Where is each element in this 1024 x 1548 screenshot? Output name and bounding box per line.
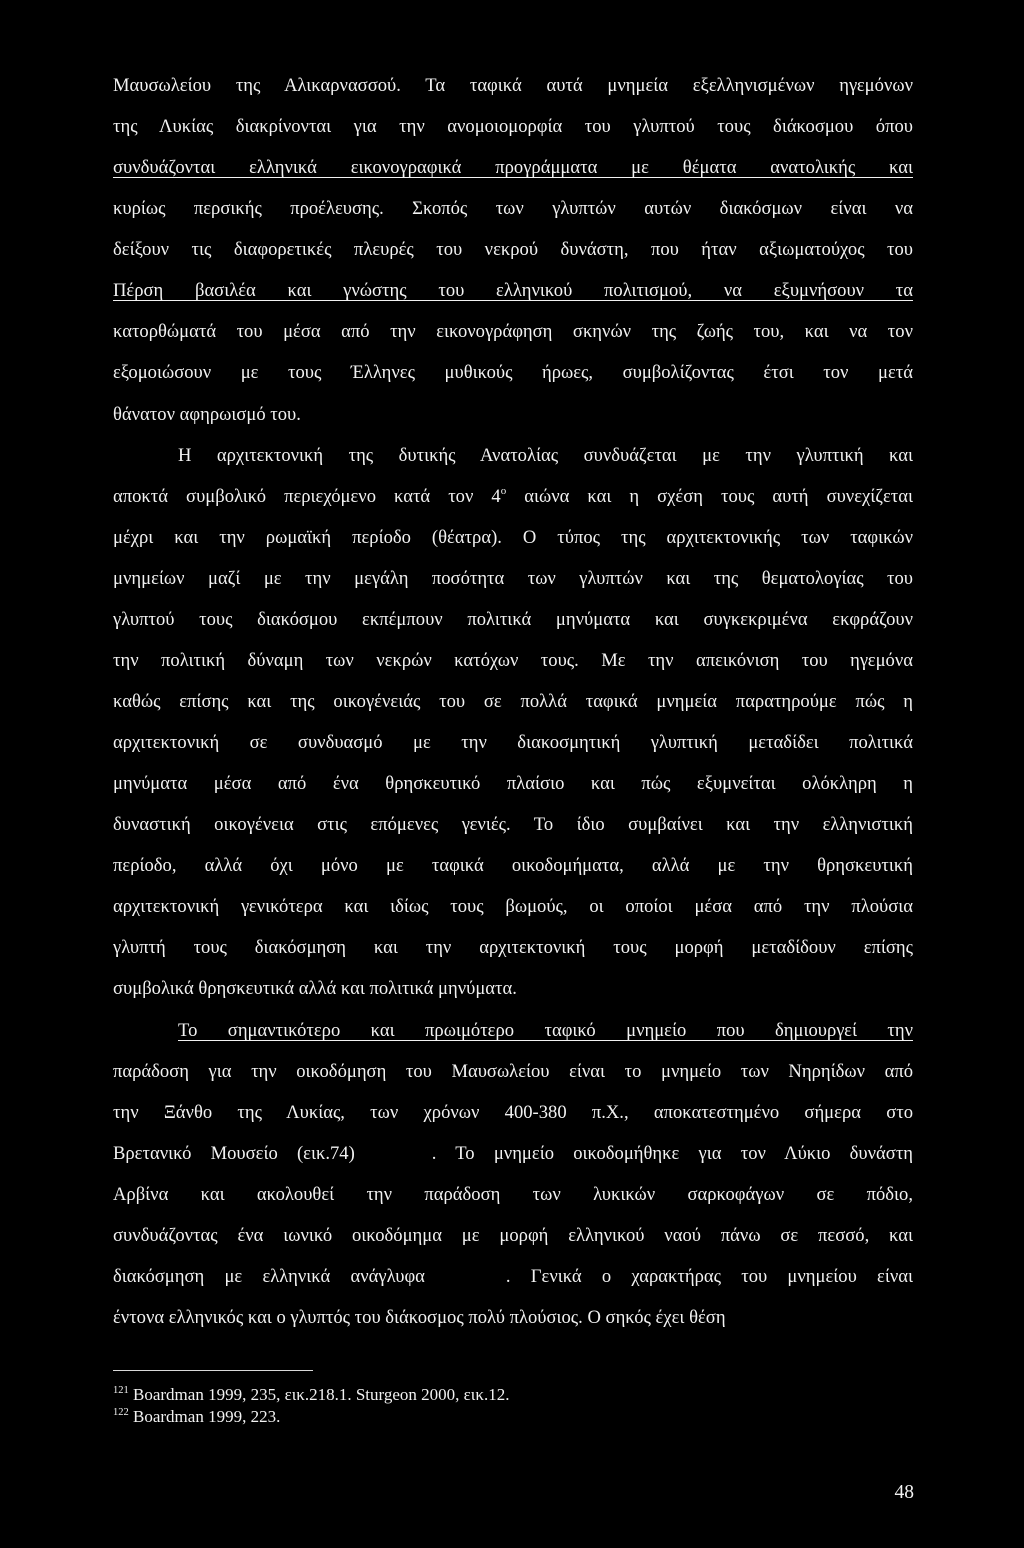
footnote [113, 1406, 813, 1428]
paragraph-line: Το σημαντικότερο και πρωιμότερο ταφικό μνημείο που δημιουργεί την [178, 1020, 913, 1041]
paragraph-line: την Ξάνθο της Λυκίας, των χρόνων 400-380 π.Χ., αποκατεστημένο σήμερα στο [113, 1102, 913, 1123]
paragraph-line: γλυπτή τους διακόσμηση και την αρχιτεκτονική τους μορφή μεταδίδουν επίσης [113, 937, 913, 958]
page-number: 48 [894, 1482, 914, 1503]
paragraph-line: την πολιτική δύναμη των νεκρών κατόχων τους. Με την απεικόνιση του ηγεμόνα [113, 650, 913, 671]
footnote-number: 122 [113, 1407, 129, 1418]
paragraph-line: συμβολικά θρησκευτικά αλλά και πολιτικά μηνύματα. [113, 978, 517, 999]
superscript: ο [500, 485, 507, 497]
paragraph-line: περίοδο, αλλά όχι μόνο με ταφικά οικοδομήματα, αλλά με την θρησκευτική [113, 855, 913, 876]
paragraph-line: γλυπτού τους διακόσμου εκπέμπουν πολιτικά μηνύματα και συγκεκριμένα εκφράζουν [113, 609, 913, 630]
footnote [113, 1384, 813, 1406]
paragraph-line: κατορθώματά του μέσα από την εικονογράφηση σκηνών της ζωής του, και να τον [113, 321, 913, 342]
paragraph-line: μηνύματα μέσα από ένα θρησκευτικό πλαίσιο και πώς εξυμνείται ολόκληρη η [113, 773, 913, 794]
paragraph-line: παράδοση για την οικοδόμηση του Μαυσωλείου είναι το μνημείο των Νηρηίδων από [113, 1061, 913, 1082]
paragraph-line: αποκτά συμβολικό περιεχόμενο κατά τον $4^o$ αιώνα και η σχέση τους αυτή συνεχίζεται [113, 485, 913, 507]
paragraph-line: αρχιτεκτονική σε συνδυασμό με την διακοσμητική γλυπτική μεταδίδει πολιτικά [113, 732, 913, 753]
paragraph-line: της Λυκίας διακρίνονται για την ανομοιομορφία του γλυπτού τους διάκοσμου όπου [113, 116, 913, 137]
paragraph-line: Πέρση βασιλέα και γνώστης του ελληνικού πολιτισμού, να εξυμνήσουν τα [113, 280, 913, 301]
paragraph-line: έντονα ελληνικός και ο γλυπτός του διάκοσμος πολύ πλούσιος. Ο σηκός έχει θέση [113, 1307, 726, 1328]
paragraph-line: δυναστική οικογένεια στις επόμενες γενιές. Το ίδιο συμβαίνει και την ελληνιστική [113, 814, 913, 835]
paragraph-line: μνημείων μαζί με την μεγάλη ποσότητα των γλυπτών και της θεματολογίας του [113, 568, 913, 589]
paragraph-line: Βρετανικό Μουσείο (εικ.74) . Το μνημείο οικοδομήθηκε για τον Λύκιο δυνάστη [113, 1143, 914, 1164]
paragraph-line: εξομοιώσουν με τους Έλληνες μυθικούς ήρωες, συμβολίζοντας έτσι τον μετά [113, 362, 913, 383]
paragraph-line: δείξουν τις διαφορετικές πλευρές του νεκρού δυνάστη, που ήταν αξιωματούχος του [113, 239, 913, 260]
paragraph-line: Αρβίνα και ακολουθεί την παράδοση των λυκικών σαρκοφάγων σε πόδιο, [113, 1184, 913, 1205]
paragraph-line: κυρίως περσικής προέλευσης. Σκοπός των γλυπτών αυτών διακόσμων είναι να [113, 198, 913, 219]
paragraph-line: συνδυάζοντας ένα ιωνικό οικοδόμημα με μορφή ελληνικού ναού πάνω σε πεσσό, και [113, 1225, 913, 1246]
paragraph-line: αρχιτεκτονική γενικότερα και ιδίως τους βωμούς, οι οποίοι μέσα από την πλούσια [113, 896, 913, 917]
footnote-text: Boardman 1999, 223. [133, 1407, 281, 1426]
paragraph-line: συνδυάζονται ελληνικά εικονογραφικά προγράμματα με θέματα ανατολικής και [113, 157, 913, 178]
paragraph-line: Μαυσωλείου της Αλικαρνασσού. Τα ταφικά αυτά μνημεία εξελληνισμένων ηγεμόνων [113, 75, 913, 96]
paragraph-line: διακόσμηση με ελληνικά ανάγλυφα . Γενικά ο χαρακτήρας του μνημείου είναι [113, 1266, 914, 1287]
footnote-rule [113, 1370, 313, 1371]
footnote-number: 121 [113, 1385, 129, 1396]
footnote-text: Boardman 1999, 235, εικ.218.1. Sturgeon 2000, εικ.12. [133, 1385, 510, 1404]
paragraph-line: Η αρχιτεκτονική της δυτικής Ανατολίας συνδυάζεται με την γλυπτική και [178, 445, 913, 466]
paragraph-line: μέχρι και την ρωμαϊκή περίοδο (θέατρα). Ο τύπος της αρχιτεκτονικής των ταφικών [113, 527, 913, 548]
paragraph-line: θάνατον αφηρωισμό του. [113, 404, 301, 425]
paragraph-line: καθώς επίσης και της οικογένειάς του σε πολλά ταφικά μνημεία παρατηρούμε πώς η [113, 691, 913, 712]
footnote-gap [425, 1266, 506, 1287]
footnote-gap [355, 1143, 432, 1164]
